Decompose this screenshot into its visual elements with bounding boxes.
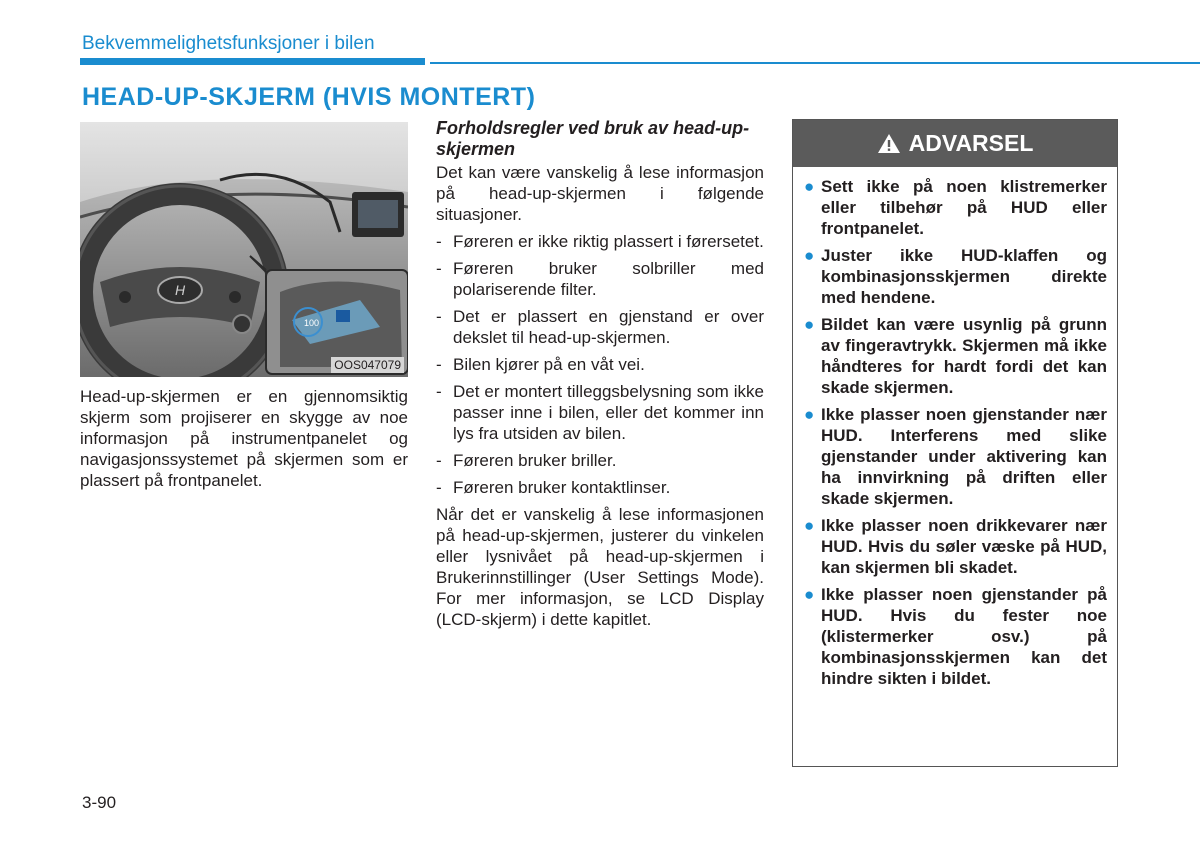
list-item: ● Bildet kan være usynlig på grunn av fingeravtrykk. Skjermen må ikke håndteres for hardt fordi det kan skade skjermen. xyxy=(804,315,1107,397)
bullet-icon: ● xyxy=(804,246,815,265)
header-rule-thick xyxy=(80,58,425,65)
list-item: ● Ikke plasser noen gjenstander på HUD. Hvis du fester noe (klistermerker osv.) på kombinasjonsskjermen kan det hindre sikten i bildet. xyxy=(804,585,1107,688)
figure-caption: Head-up-skjermen er en gjennomsiktig skjerm som projiserer en skygge av noe informasjon på instrumentpanelet og navigasjonssystemet på skjermen som er plassert på frontpanelet. xyxy=(80,387,408,490)
bullet-icon: ● xyxy=(804,177,815,196)
list-item: - Det er plassert en gjenstand er over dekslet til head-up-skjermen. xyxy=(436,307,764,347)
bullet-icon: ● xyxy=(804,585,815,604)
dashboard-figure xyxy=(80,122,408,377)
list-item: ● Sett ikke på noen klistremerker eller tilbehør på HUD eller frontpanelet. xyxy=(804,177,1107,238)
bullet-icon: ● xyxy=(804,516,815,535)
section-label: Bekvemmelighetsfunksjoner i bilen xyxy=(82,33,375,54)
list-item: - Føreren bruker briller. xyxy=(436,451,617,470)
warning-triangle-icon xyxy=(877,133,901,154)
precautions-outro: Når det er vanskelig å lese informasjonen på head-up-skjermen, justerer du vinkelen eller lysnivået på head-up-skjermen i Brukerinnstillinger (User Settings Mode). For mer informasjon, se LCD Display (LCD-skjerm) i dette kapitlet. xyxy=(436,505,764,629)
list-item: - Føreren bruker solbriller med polariserende filter. xyxy=(436,259,764,299)
steering-wheel-dashboard-photo xyxy=(80,122,408,377)
precautions-intro: Det kan være vanskelig å lese informasjon på head-up-skjermen i følgende situasjoner. xyxy=(436,163,764,224)
svg-text:H: H xyxy=(174,282,186,298)
page-number: 3-90 xyxy=(82,793,117,812)
header-rule-thin xyxy=(430,62,1200,64)
bullet-icon: ● xyxy=(804,405,815,424)
precautions-heading: Forholdsregler ved bruk av head-up-skjermen xyxy=(436,118,750,159)
list-item: - Føreren er ikke riktig plassert i førersetet. xyxy=(436,232,764,251)
page-title: HEAD-UP-SKJERM (HVIS MONTERT) xyxy=(82,83,536,111)
list-item: - Det er montert tilleggsbelysning som ikke passer inne i bilen, eller det kommer inn lys fra utsiden av bilen. xyxy=(436,382,764,443)
precautions-list xyxy=(436,231,764,498)
list-item: ● Juster ikke HUD-klaffen og kombinasjonsskjermen direkte med hendene. xyxy=(804,246,1107,307)
list-item: ● Ikke plasser noen gjenstander nær HUD. Interferens med slike gjenstander under aktivering kan ha innvirkning på driften eller skade skjermen. xyxy=(804,405,1107,508)
list-item: - Bilen kjører på en våt vei. xyxy=(436,355,645,374)
warning-header xyxy=(793,120,1117,167)
figure-code: OOS047079 xyxy=(331,357,404,373)
bullet-icon: ● xyxy=(804,315,815,334)
precautions-column xyxy=(436,118,764,636)
list-item: ● Ikke plasser noen drikkevarer nær HUD. Hvis du søler væske på HUD, kan skjermen bli skadet. xyxy=(804,516,1107,577)
warning-box xyxy=(792,119,1118,767)
warning-list xyxy=(793,167,1117,689)
warning-title: ADVARSEL xyxy=(908,130,1034,156)
list-item: - Føreren bruker kontaktlinser. xyxy=(436,478,671,497)
svg-text:100: 100 xyxy=(304,318,320,328)
